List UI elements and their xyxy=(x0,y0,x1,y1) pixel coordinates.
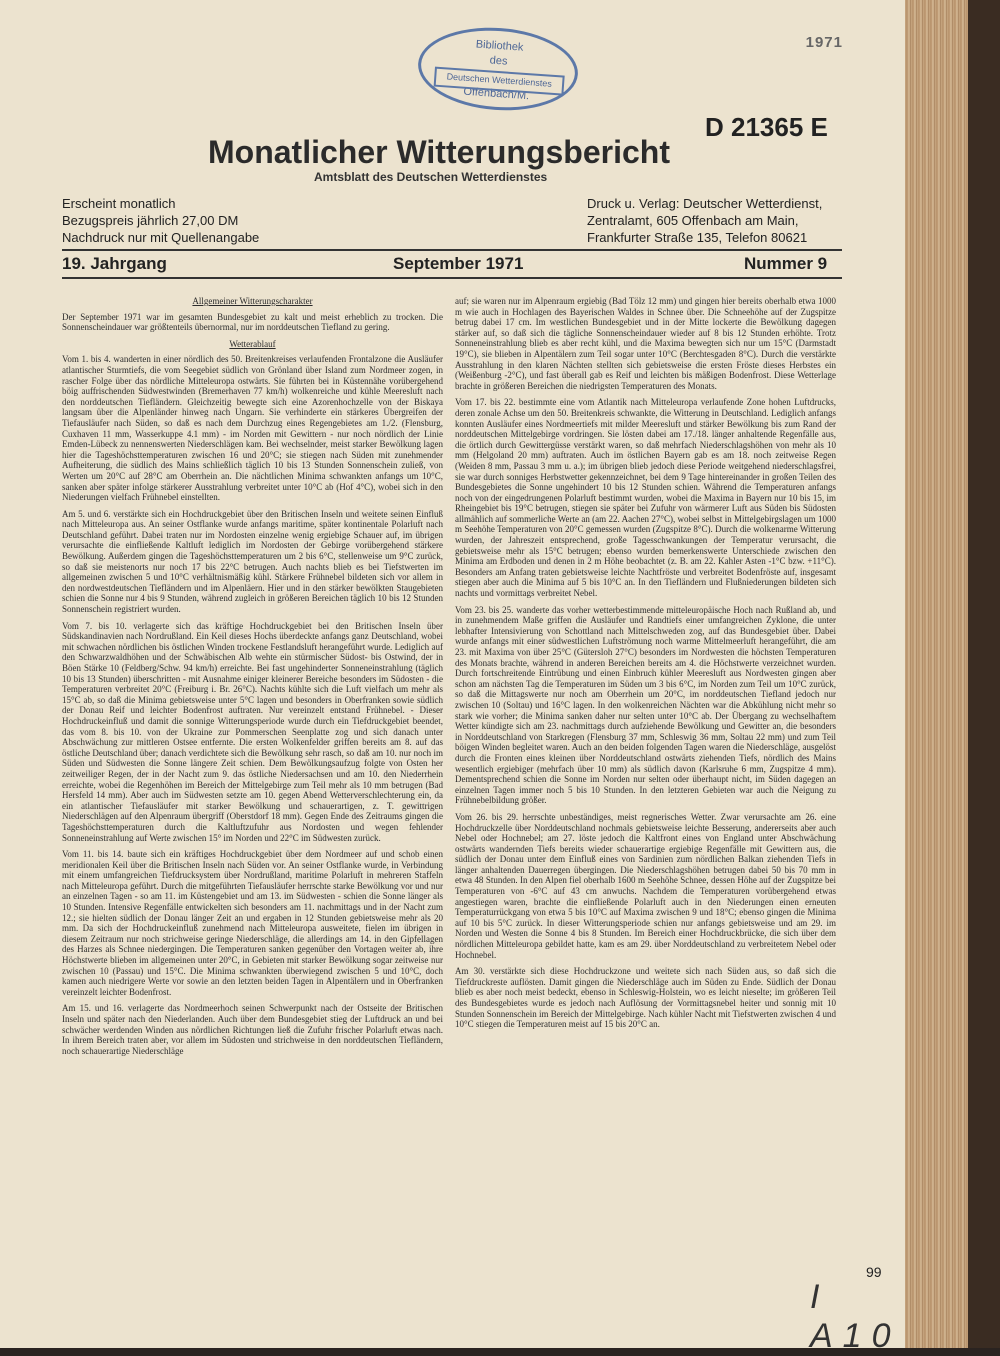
info-line: Erscheint monatlich xyxy=(62,196,176,211)
paragraph: Vom 26. bis 29. herrschte unbeständiges, meist regnerisches Wetter. Zwar verursachte am 26. eine Hochdruckzelle über Norddeutschland nochmals gebietsweise leichte Besserung, andererseits aber auch Nebel oder Hochnebel; am 27. löste jedoch die Kaltfront eines von England unter Abschwächung ostwärts wandernden Tiefs bereits wieder schauerartige ergiebige Regenfälle mit Gewittern aus, die südlich der Donau unter dem Einfluß eines von Sardinien zum nördlichen Balkan ziehenden Tiefs in länger anhaltenden Dauerregen übergingen. Die Niederschlagshöhen betrugen dabei 50 bis 70 mm in etwa 48 Stunden. In den Alpen fiel oberhalb 1600 m Seehöhe Schnee, dessen Höhe auf der Zugspitze bei Temperaturen von -6°C auf 43 cm anwuchs. Nachdem die Temperaturen vorübergehend etwas angestiegen waren, brachte die einfließende Polarluft auch in den Niederungen einen erneuten Temperaturrückgang von etwa 5 bis 10°C auf Maxima zwischen 9 und 18°C; ebenso gingen die Minima auf 10 bis 5°C zurück. In dieser Witterungsperiode schien nur anfangs gebietsweise und am 29. im Norden und Westen die Sonne 4 bis 8 Stunden. Im Bereich einer Hochdruckbrücke, die sich über dem nördlichen Mitteleuropa gebildet hatte, kam es am 29. über Norddeutschland zu verbreitetem Nebel oder Hochnebel. xyxy=(455,811,836,960)
paragraph: Am 15. und 16. verlagerte das Nordmeerhoch seinen Schwerpunkt nach der Ostseite der Britischen Inseln und später nach den Niederlanden. Auch über dem Bundesgebiet stieg der Luftdruck an und bei schwächer werdenden Winden aus nördlichen Richtungen ließ die Zufuhr frischer Polarluft etwas nach. In ihrem Bereich traten aber, vor allem im Südosten und strichweise in den norddeutschen Tiefländern, noch schauerartige Niederschläge xyxy=(62,1003,443,1056)
text-column-right xyxy=(455,296,836,1036)
stamp-line-4: Offenbach/M. xyxy=(462,85,530,103)
text-column-left xyxy=(62,296,443,1062)
paragraph: auf; sie waren nur im Alpenraum ergiebig (Bad Tölz 12 mm) und gingen hier bereits oberhalb etwa 1000 m wie auch in Hochlagen des Bayerischen Waldes in Schnee über. Die Schneehöhe auf der Zugspitze betrug dabei 17 cm. Im westlichen Bundesgebiet und in der Mitte lockerte die Bewölkung dagegen stärker auf, so daß sich die tägliche Sonnenscheindauer wieder auf 8 bis 12 Stunden erhöhte. Trotz Sonneneinstrahlung blieb es aber recht kühl, und die Maxima bewegten sich nur um 15°C (Darmstadt 19°C), sie blieben in Alpentälern zum Teil sogar unter 10°C (Berchtesgaden 8°C). Durch die verstärkte Ausstrahlung in den klaren Nächten stellten sich gebietsweise die ersten Fröste dieses Herbstes ein (Weißenburg -2°C), und fast überall gab es Reif und leichten bis mäßigen Bodenfrost. Diese Wetterlage brachte in größeren Bereichen die niedrigsten Temperaturen des Monats. xyxy=(455,296,836,391)
binding-spine xyxy=(968,0,1000,1348)
page-subtitle: Amtsblatt des Deutschen Wetterdienstes xyxy=(314,170,548,184)
publication-info xyxy=(62,195,362,246)
paragraph: Vom 1. bis 4. wanderten in einer nördlich des 50. Breitenkreises verlaufenden Frontalzone die Ausläufer atlantischer Sturmtiefs, die vom Seegebiet südlich von Grönland über Island zum Nordmeer zogen, in rascher Folge über das nördliche Mitteleuropa ostwärts. Sie führten bei in Küstennähe vorübergehend böig auffrischenden Südwestwinden (Bremerhaven 77 km/h) wolkenreiche und kühle Meeresluft nach den norddeutschen Tiefländern. Gleichzeitig bewegte sich eine Azorenhochzelle von der Biskaya langsam über die Alpenländer hinweg nach Ungarn. Sie verhinderte ein stärkeres Übergreifen der Tiefausläufer nach Süden, so daß es nach dem Durchzug eines Regengebietes am 1./2. (Flensburg, Cuxhaven 11 mm, Wasserkuppe 4.1 mm) - im Norden mit Gewittern - nur noch nördlich der Linie Emden-Lübeck zu nennenswerten Niederschlägen kam. Bei wechselnder, meist starker Bewölkung lagen hier die Tageshöchsttemperaturen zwischen 16 und 20°C; sie stiegen nach Süden mit zunehmender Aufheiterung, die südlich des Mains schließlich täglich 10 bis 13 Stunden Sonnenschein zuließ, von Werten um 20°C auf 28°C am Oberrhein an. Die nächtlichen Minima schwankten anfangs um 10°C, sanken aber später infolge stärkerer Ausstrahlung verbreitet unter 10°C ab (Hof 4°C), wobei sich in den Niederungen vielfach Frühnebel einstellten. xyxy=(62,354,443,503)
section-heading: Wetterablauf xyxy=(229,338,276,349)
document-id: D 21365 E xyxy=(705,112,828,142)
page-number: 99 xyxy=(866,1264,882,1280)
library-stamp xyxy=(415,23,580,116)
info-line: Zentralamt, 605 Offenbach am Main, xyxy=(587,213,799,228)
info-line: Frankfurter Straße 135, Telefon 80621 xyxy=(587,230,808,245)
stamp-line-2: des xyxy=(489,54,508,68)
publisher-info xyxy=(587,195,842,246)
paragraph: Am 30. verstärkte sich diese Hochdruckzone und weitete sich nach Süden aus, so daß sich die Tiefdruckreste auflösten. Damit gingen die Niederschläge auch im Süden zu Ende. Südlich der Donau blieb es aber noch meist bedeckt, ebenso in Schleswig-Holstein, wo es leicht nieselte; im größeren Teil des Bundesgebietes wurde es jedoch nach Auflösung der Vormittagsnebel heiter und sonnig mit 10 Stunden Sonnenschein im Bereich der Mittelgebirge. Nach kühler Nacht mit Tiefstwerten zwischen 4 und 10°C stiegen die Temperaturen meist auf 15 bis 20°C an. xyxy=(455,966,836,1030)
header-rule-bottom xyxy=(62,277,842,279)
paragraph: Vom 17. bis 22. bestimmte eine vom Atlantik nach Mitteleuropa verlaufende Zone hohen Luftdrucks, deren zonale Achse um den 50. Breitenkreis schwankte, die Witterung in Deutschland. Lediglich anfangs konnten Ausläufer eines Nordmeertiefs mit milder Meeresluft und stärker Bewölkung bis zum Rand der norddeutschen Mittelgebirge vordringen. Sie lösten dabei am 17./18. länger anhaltende Regenfälle aus, die örtlich durch Gewittergüsse verstärkt waren, so daß mehrfach Niederschlagshöhen von mehr als 10 mm (Helgoland 20 mm) auftraten. Auch im östlichen Bayern gab es am 18. noch zeitweise Regen (Weiden 8 mm, Passau 3 mm u. a.); im übrigen blieb jedoch diese Periode weitgehend niederschlagsfrei, sie war durch sonniges Herbstwetter gekennzeichnet, bei dem 9 Tage hintereinander in großen Teilen des Bundesgebietes die Sonne ungehindert 10 bis 12 Stunden schien. Während die Temperaturen anfangs noch von der eingedrungenen Polarluft bestimmt wurden, wobei die Maxima in Bayern nur 10 bis 15, im Rheingebiet bis 19°C betrugen, stiegen sie später bei Zufuhr von wärmerer Luft aus Süden bis Südosten allmählich auf sommerliche Werte an (am 22. Aachen 27°C), wobei selbst in Mittelgebirgslagen um 1000 m Seehöhe Temperaturen von 20°C gemessen wurden (Zugspitze 8°C). Durch die wolkenarme Witterung wurden, der Jahreszeit entsprechend, große Tagesschwankungen der Temperatur verursacht, die gebietsweise mehr als 15°C betrugen; ebenso wurden bemerkenswerte Unterschiede zwischen den Minima am Erdboden und denen in 2 m Höhe beobachtet (z. B. am 22. Kahler Asten -1°C bzw. +11°C). Besonders am Anfang traten gebietsweise leichte Nachtfröste und verbreitet Bodenfröste auf, insgesamt stiegen aber auch die Minima auf 5 bis 10°C an. In den Tiefländern und Flußniederungen bildeten sich nachts und vormittags verbreitet Nebel. xyxy=(455,397,836,599)
paragraph: Am 5. und 6. verstärkte sich ein Hochdruckgebiet über den Britischen Inseln und weitete seinen Einfluß nach Mitteleuropa aus. An seiner Ostflanke wurde anfangs maritime, später kontinentale Polarluft nach Deutschland geführt. Dabei traten nur im Nordosten einzelne wenig ergiebige Schauer auf, im übrigen verursachte die einfließende Kaltluft lediglich im Nordosten der Gebirge vorübergehend stärkere Bewölkung. Außerdem gingen die Tageshöchsttemperaturen um 2 bis 6°C, stellenweise um 9°C zurück, so daß sie meistenorts nur noch 17 bis 22°C betrugen. Auch nachts blieb es bei Tiefstwerten im allgemeinen zwischen 5 und 10°C verhältnismäßig kühl. Stärkere Frühnebel bildeten sich vor allem in den nordwestdeutschen Tiefländern und im Alpenläern. Hier und in den stärker bewölkten Staugebieten schien die Sonne nur 4 bis 9 Stunden, während zugleich in größeren Bereichen täglich 10 bis 12 Stunden Sonnenschein registriert wurden. xyxy=(62,508,443,615)
info-line: Nachdruck nur mit Quellenangabe xyxy=(62,230,260,245)
section-heading: Allgemeiner Witterungscharakter xyxy=(192,296,313,306)
issue-number: Nummer 9 xyxy=(744,254,828,273)
header-rule-top xyxy=(62,249,842,251)
paragraph: Vom 23. bis 25. wanderte das vorher wetterbestimmende mitteleuropäische Hoch nach Rußland ab, und in zunehmendem Maße griffen die Ausläufer und Randtiefs einer umfangreichen Zyklone, die unter lebhafter Intensivierung von Schottland nach Mittelschweden zog, auf das Bundesgebiet über. Dabei wurde anfangs mit einer südwestlichen Luftströmung noch warme Mittelmeerluft herangeführt, die am 23. mit Maxima von über 25°C (Gütersloh 27°C) besonders im Nordwesten die höchsten Temperaturen des Monats brachte, während in anderen Bereichen bereits am 4. die Höchstwerte verzeichnet wurden. Durch fortschreitende Eintrübung und einen Einbruch kühler Meeresluft aus Nordwesten gingen aber schon am nächsten Tag die Temperaturen im Süden um 3 bis 6°C, im Norden zum Teil um 10°C zurück, so daß die Mittagswerte nur noch am Oberrhein um 20°C, im norddeutschen Tiefland jedoch nur zwischen 10 (Soltau) und 16°C lagen. In den wolkenreichen Nächten war die Abkühlung nicht mehr so stark wie vorher; die Minima sanken daher nur selten unter 10°C ab. Der Übergang zu wechselhaftem Wetter kündigte sich am 23. nachmittags durch aufziehende Bewölkung und Gewitter an, die besonders in Norddeutschland von Starkregen (Flensburg 37 mm, Schleswig 36 mm, Soltau 22 mm) und zum Teil böigen Winden begleitet waren. Auch an den beiden folgenden Tagen waren die Niederschläge, ausgelöst durch die Fronten eines kleinen über Norddeutschland ostwärts ziehenden Tiefs, nördlich des Mains wesentlich ergiebiger (mehrfach über 10 mm) als südlich davon (Karlsruhe 6 mm, Zugspitze 4 mm). Dementsprechend schien die Sonne im Norden nur selten oder überhaupt nicht, im Süden dagegen an einzelnen Tagen immer noch 5 bis 10 Stunden. In den letzteren Gebieten war auch die Neigung zu Frühnebelbildung größer. xyxy=(455,604,836,806)
paragraph: Vom 11. bis 14. baute sich ein kräftiges Hochdruckgebiet über dem Nordmeer auf und schob einen meridionalen Keil über die Britischen Inseln nach Süden vor. An seiner Ostflanke wurde, in Verbindung mit einem umfangreichen Tiefdrucksystem über Nordrußland, maritime Polarluft in mehreren Staffeln nach Mitteleuropa geführt. Durch die mitgeführten Tiefausläufer herrschte starke Bewölkung vor und nur an einzelnen Tagen - so am 11. im Küstengebiet und am 13. im Südwesten - schien die Sonne länger als 10 Stunden. Intensive Regenfälle entwickelten sich besonders am 11. nachmittags und in der Nacht zum 12.; sie hielten südlich der Donau länger Zeit an und ergaben in 12 Stunden gebietsweise mehr als 20 mm. Da sich der Hochdruckeinfluß zunehmend nach Mitteleuropa ausweitete, fielen im übrigen in diesem Zeitraum nur noch strichweise geringe Niederschläge, die allerdings am 14. in den Gipfellagen des Harzes als Schnee niedergingen. Die Temperaturen sanken gegenüber den Vortagen weiter ab, ihre Höchstwerte blieben im allgemeinen unter 20°C, in Gebieten mit starker Bewölkung sogar zeitweise nur zwischen 10 (Passau) und 15°C. Die Minima schwankten überwiegend zwischen 5 und 10°C, doch kamen auch niedrigere Werte vor sowie an den letzten beiden Tagen in Alpentälern und in Oberfranken vereinzelt leichter Bodenfrost. xyxy=(62,849,443,997)
paragraph: Vom 7. bis 10. verlagerte sich das kräftige Hochdruckgebiet bei den Britischen Inseln über Südskandinavien nach Nordrußland. Ein Keil dieses Hochs überdeckte anfangs ganz Deutschland, wobei mit schwachen nördlichen bis östlichen Winden trockene Festlandsluft herangeführt wurde. Lediglich auf den Schwarzwaldhöhen und der Schwäbischen Alb wehte ein stürmischer Südost- bis Ostwind, der in Böen Stärke 10 (Feldberg/Schw. 94 km/h) erreichte. Bei fast ungehinderter Sonneneinstrahlung (täglich 10 bis 13 Stunden) überschritten - mit Ausnahme einiger kleinerer Bereiche besonders im Südosten - die Temperaturen verbreitet 20°C (Freiburg i. Br. 26°C). Nachts kühlte sich die Luft vielfach um mehr als 15°C ab, so daß die Minima gebietsweise unter 5°C lagen und besonders in Oberfranken sowie südlich der Donau Reif und leichter Bodenfrost auftraten. Nur vereinzelt entstand Frühnebel. - Dieser Hochdruckeinfluß und damit die sonnige Witterungsperiode wurde durch ein Tiefdruckgebiet beendet, das vom 8. bis 10. von der Ukraine zur Pommerschen Seenplatte zog und sich danach unter Abschwächung zur mittleren Ostsee entfernte. Die ersten Wolkenfelder griffen bereits am 8. auf das östliche Deutschland über; danach verdichtete sich die Bewölkung sehr rasch, so daß am 10. nur noch im Süden und Südwesten die Sonne längere Zeit schien. Dem Bewölkungsaufzug folgte von Osten her zeitweiliger Regen, der in der Nacht zum 9. das östliche Niedersachsen und am 10. den Niederrhein erreichte, wobei die Regenhöhen im Bereich der Mittelgebirge zum Teil mehr als 10 mm betrugen (Bad Hersfeld 14 mm). Aber auch im Südwesten setzte am 10. gegen Abend Wetterverschlechterung ein, da ein atlantischer Tiefausläufer mit starker Bewölkung und schauerartigen, z. T. gewittrigen Niederschlägen auf den Alpenraum übergriff (Oberstdorf 18 mm). Gegen Ende des Zeitraums gingen die Tageshöchsttemperaturen durch die Kaltluftzufuhr aus Nordosten und wegen fehlender Sonneneinstrahlung auf Werte zwischen 15° im Norden und 22°C im Südwesten zurück. xyxy=(62,620,443,843)
corner-number: 1971 xyxy=(805,34,843,51)
stamp-line-1: Bibliothek xyxy=(475,38,524,54)
paragraph: Der September 1971 war im gesamten Bundesgebiet zu kalt und meist erheblich zu trocken. Die Sonnenscheindauer war größtenteils übernormal, nur im norddeutschen Tiefland zu gering. xyxy=(62,311,443,333)
info-line: Bezugspreis jährlich 27,00 DM xyxy=(62,213,239,228)
issue-month: September 1971 xyxy=(393,254,524,273)
volume-label: 19. Jahrgang xyxy=(62,254,167,273)
stamp-line-3: Deutschen Wetterdienstes xyxy=(446,71,553,89)
info-line: Druck u. Verlag: Deutscher Wetterdienst, xyxy=(587,196,823,211)
page-title: Monatlicher Witterungsbericht xyxy=(208,134,670,170)
handwritten-mark: I A10 xyxy=(810,1278,901,1355)
